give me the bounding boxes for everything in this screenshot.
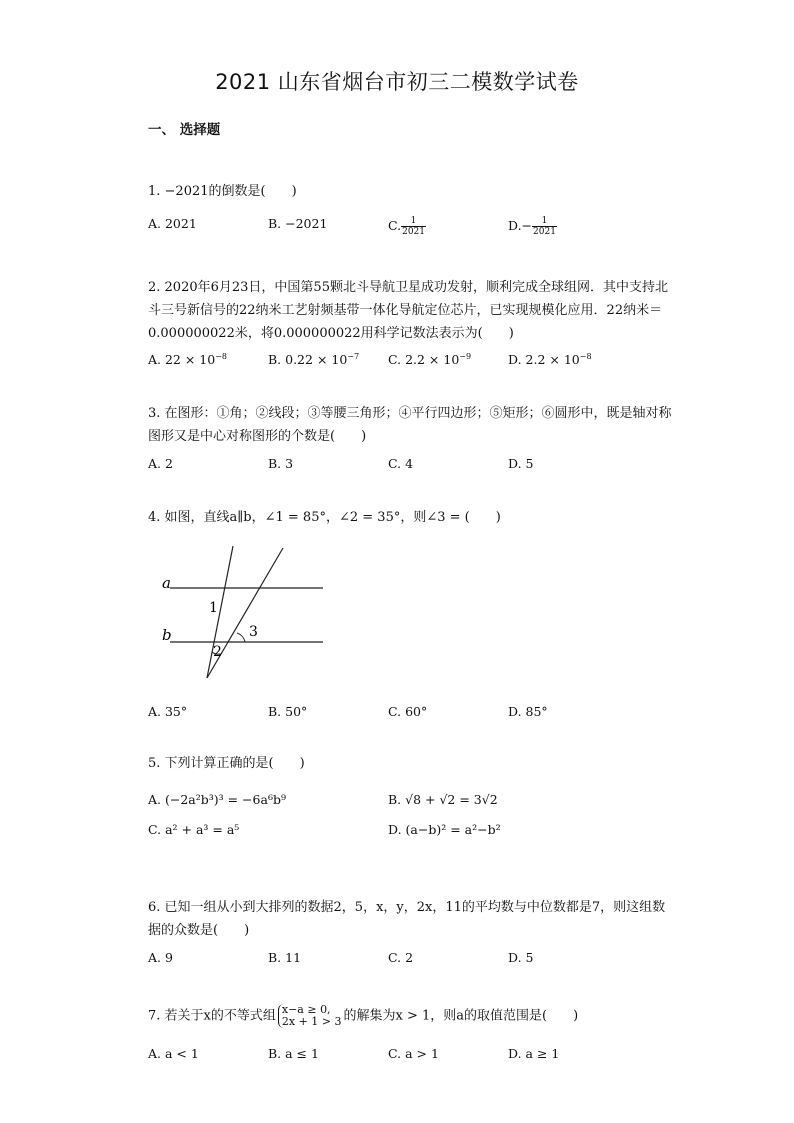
q6-option-c: C. 2 [388,950,414,965]
q7-option-a: A. a < 1 [148,1046,199,1061]
q1-option-c: C. $\frac{1}{2021}$ [388,216,425,237]
question-4-stem: 4. 如图，直线a∥b，∠1 = 85°，∠2 = 35°，则∠3 = ( ) [148,510,501,525]
q3-option-c: C. 4 [388,456,414,471]
question-2-stem: 2. 2020年6月23日，中国第55颗北斗导航卫星成功发射，顺利完成全球组网．其中支持北斗三号新信号的22纳米工艺射频基带一体化导航定位芯片，已实现规模化应用．22纳米＝0.000000022米，将0.000000022用科学记数法表示为( ) [148,280,668,341]
q4-option-b: B. 50° [268,704,308,719]
q6-option-d: D. 5 [508,950,534,965]
question-1-options [148,216,688,240]
q2-option-a: A. $22 \times 10^{-8}$ [148,352,228,368]
q1-option-d: D.− $\frac{1}{2021}$ [508,216,556,237]
label-angle-2: 2 [213,644,222,660]
question-5-stem: 5. 下列计算正确的是( ) [148,756,305,771]
question-6-stem: 6. 已知一组从小到大排列的数据2，5，x，y，2x，11的平均数与中位数都是7，则这组数据的众数是( ) [148,900,666,938]
question-7-stem: 7. 若关于x的不等式组 x−a ≥ 0, 2x + 1 > 3 的解集为x > 1，则a的取值范围是( ) [148,1003,579,1028]
question-2-options [148,352,688,376]
q5-option-b: B. √8 + √2 = 3√2 [388,792,498,807]
q4-option-d: D. 85° [508,704,548,719]
q3-option-a: A. 2 [148,456,173,471]
q6-option-a: A. 9 [148,950,173,965]
question-4-options [148,704,688,728]
q5-option-a: A. (−2a²b³)³ = −6a⁶b⁹ [148,792,286,807]
label-angle-1: 1 [209,600,218,616]
q6-option-b: B. 11 [268,950,302,965]
label-b: b [162,626,172,644]
question-7-options [148,1046,688,1070]
q4-option-a: A. 35° [148,704,188,719]
q1-option-b: B. −2021 [268,216,328,231]
label-a: a [162,574,171,592]
q7-option-b: B. a ≤ 1 [268,1046,319,1061]
q2-option-d: D. $2.2 \times 10^{-8}$ [508,352,592,368]
q3-option-d: D. 5 [508,456,534,471]
question-1-stem: 1. −2021的倒数是( ) [148,184,297,199]
q2-option-b: B. $0.22 \times 10^{-7}$ [268,352,360,368]
section-heading: 一、 选择题 [148,122,221,138]
page-title: 2021 山东省烟台市初三二模数学试卷 [215,70,579,94]
question-3-options [148,456,688,480]
parallel-lines-figure [155,540,330,680]
q2-option-c: C. $2.2 \times 10^{-9}$ [388,352,472,368]
question-3-stem: 3. 在图形：①角；②线段；③等腰三角形；④平行四边形；⑤矩形；⑥圆形中，既是轴对称图形又是中心对称图形的个数是( ) [148,406,672,444]
q7-option-c: C. a > 1 [388,1046,439,1061]
label-angle-3: 3 [249,624,258,640]
q7-option-d: D. a ≥ 1 [508,1046,560,1061]
q3-option-b: B. 3 [268,456,294,471]
angle-3-arc [237,633,245,642]
q5-option-d: D. (a−b)² = a²−b² [388,822,501,837]
q5-option-c: C. a² + a³ = a⁵ [148,822,240,837]
q4-option-c: C. 60° [388,704,428,719]
q1-option-a: A. 2021 [148,216,197,231]
question-6-options [148,950,688,974]
inequality-system: x−a ≥ 0, 2x + 1 > 3 [278,1004,342,1028]
